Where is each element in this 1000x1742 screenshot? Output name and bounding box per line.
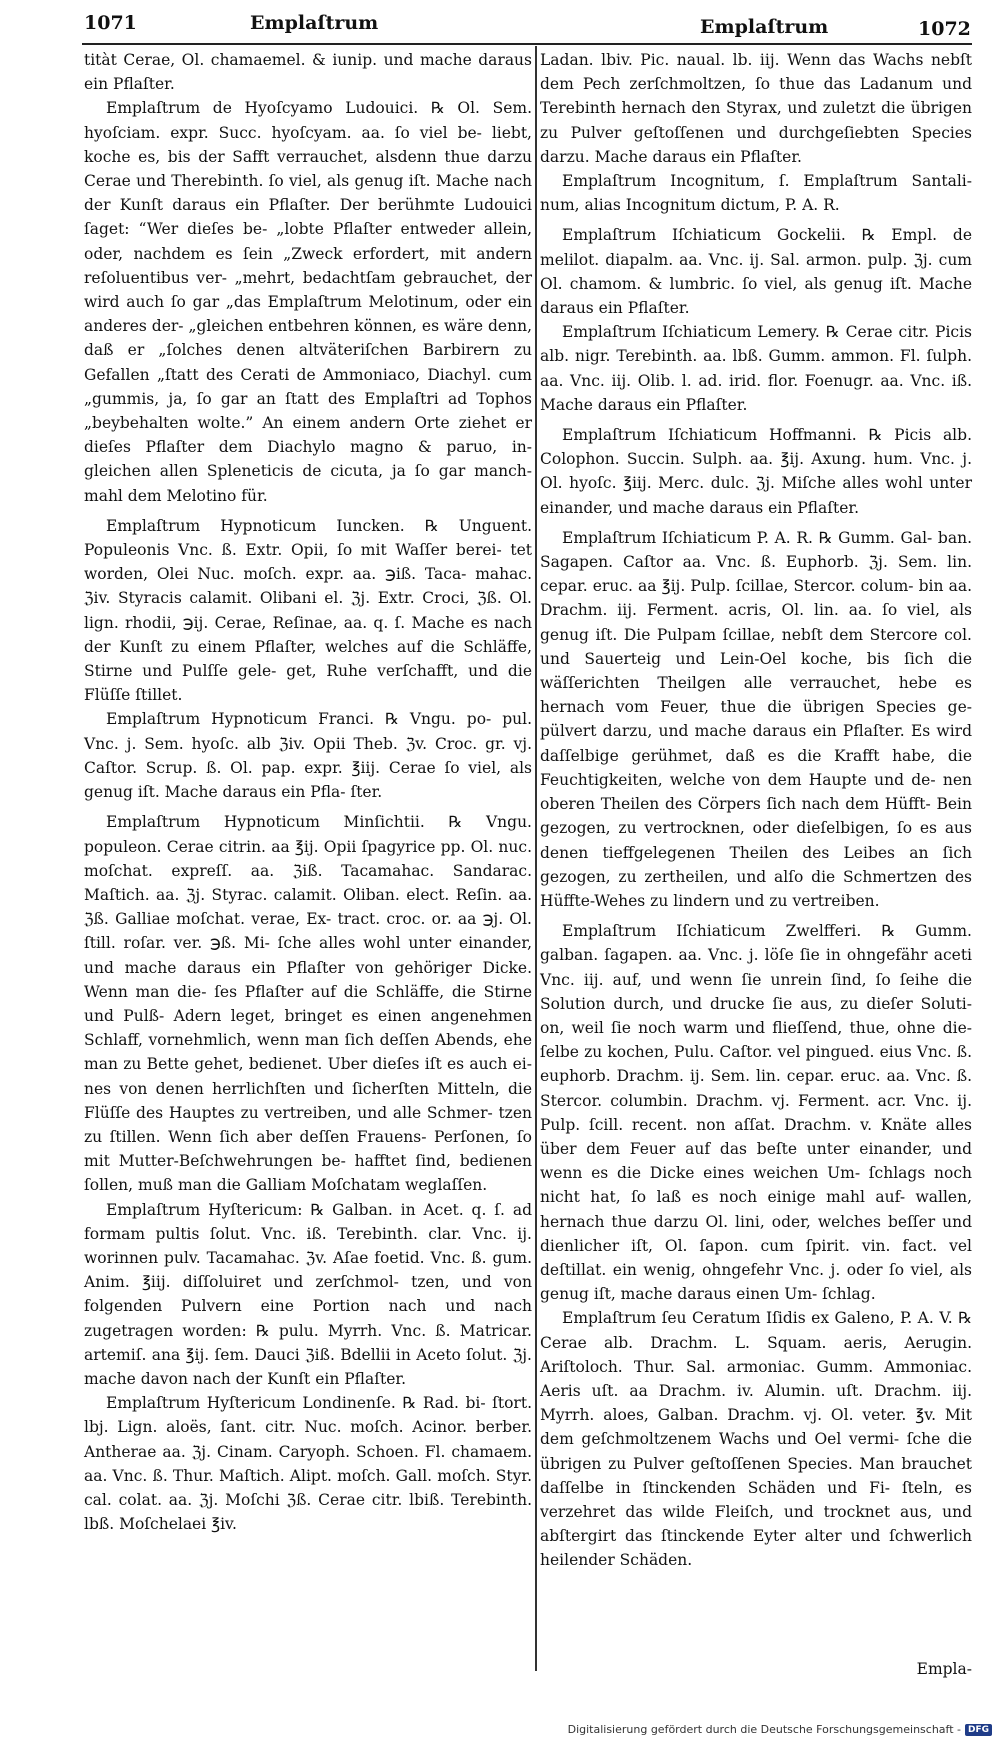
paragraph: Emplaſtrum Iſchiaticum Zwelfferi. ℞ Gumm. galban. ſagapen. aa. Vnc. j. löſe ſie in ohngefähr aceti Vnc. iij. auf, und wenn ſie unrein ſind, ſo ſeihe die Solution durch, und drucke ſie aus, zu dieſer Soluti- on, weil ſie noch warm und flieſſend, thue, ohne die- ſelbe zu kochen, Pulu. Caſtor. vel pingued. eius Vnc. ß. euphorb. Drachm. ij. Sem. lin. cepar. eruc. aa. Vnc. ß. Stercor. columbin. Drachm. vj. Ferment. acr. Vnc. ij. Pulp. ſcill. recent. non aſſat. Drachm. v. Knäte alles über dem Feuer auf das beſte unter einander, und wenn es die Dicke eines weichen Um- ſchlags noch nicht hat, ſo laß es noch einige mahl auf- wallen, hernach thue darzu Ol. lini, oder, welches beſſer und dienlicher iſt, Ol. ſapon. cum ſpirit. vin. fact. vel deſtillat. ein wenig, ohngefehr Vnc. j. oder ſo viel, als genug iſt, mache daraus einen Um- ſchlag. bbox=[540, 922, 972, 1304]
paragraph: Emplaſtrum ſeu Ceratum Iſidis ex Galeno, P. A. V. ℞ Cerae alb. Drachm. L. Squam. aeris, Aerugin. Ariſtoloch. Thur. Sal. armoniac. Gumm. Ammoniac. Aeris uſt. aa Drachm. iv. Alumin. uſt. Drachm. iij. Myrrh. aloes, Galban. Drachm. vj. Ol. veter. ℥v. Mit dem geſchmoltzenem Wachs und Oel vermi- ſche die übrigen zu Pulver geſtoſſenen Species. Man brauchet daſſelbe in ſtinckenden Schäden und Fi- ſteln, es verzehret das wilde Fleiſch, und trocknet aus, und abſtergirt das ſtinckende Eyter alter und ſchwerlich heilender Schäden. bbox=[540, 1309, 972, 1570]
paragraph: Emplaſtrum Hyſtericum: ℞ Galban. in Acet. q. ſ. ad formam pultis ſolut. Vnc. iß. Terebinth. clar. Vnc. ij. worinnen pulv. Tacamahac. ℨv. Aſae foetid. Vnc. ß. gum. Anim. ℥iij. diſſoluiret und zerſchmol- tzen, und von folgenden Pulvern eine Portion nach und nach zugetragen worden: ℞ pulu. Myrrh. Vnc. ß. Matricar. artemiſ. ana ℥ij. ſem. Dauci ℨiß. Bdellii in Aceto ſolut. ℨj. mache davon nach der Kunſt ein Pflaſter. bbox=[84, 1200, 532, 1388]
right-column bbox=[540, 48, 972, 1573]
left-column bbox=[84, 48, 532, 1536]
paragraph: Emplaſtrum Hyſtericum Londinenſe. ℞ Rad. bi- ſtort. lbj. Lign. aloës, ſant. citr. Nuc. moſch. Acinor. berber. Antherae aa. ℨj. Cinam. Caryoph. Schoen. Fl. chamaem. aa. Vnc. ß. Thur. Maſtich. Alipt. moſch. Gall. moſch. Styr. cal. colat. aa. ℨj. Moſchi ℨß. Cerae citr. lbiß. Terebinth. lbß. Moſchelaei ℥iv. bbox=[84, 1394, 532, 1534]
paragraph: Emplaſtrum Hypnoticum Franci. ℞ Vngu. po- pul. Vnc. j. Sem. hyoſc. alb ℨiv. Opii Theb. ℨv. Croc. gr. vj. Caſtor. Scrup. ß. Ol. pap. expr. ℥iij. Cerae ſo viel, als genug iſt. Mache daraus ein Pfla- ſter. bbox=[84, 710, 532, 802]
column-divider bbox=[535, 46, 537, 1671]
right-running-title: Emplaſtrum bbox=[700, 16, 829, 38]
header-rule bbox=[82, 43, 972, 45]
paragraph: Emplaſtrum Iſchiaticum Hoffmanni. ℞ Picis alb. Colophon. Succin. Sulph. aa. ℥ij. Axung. hum. Vnc. j. Ol. hyoſc. ℥iij. Merc. dulc. ℨj. Miſche alles wohl unter einander, und mache daraus ein Pflaſter. bbox=[540, 426, 972, 517]
paragraph: Emplaſtrum Iſchiaticum Lemery. ℞ Cerae citr. Picis alb. nigr. Terebinth. aa. lbß. Gumm. ammon. Fl. ſulph. aa. Vnc. iij. Olib. l. ad. irid. flor. Foenugr. aa. Vnc. iß. Mache daraus ein Pflaſter. bbox=[540, 323, 972, 414]
digitization-footer bbox=[568, 1723, 992, 1736]
paragraph: titàt Cerae, Ol. chamaemel. & iunip. und mache daraus ein Pflaſter. bbox=[84, 51, 532, 94]
right-page-number: 1072 bbox=[918, 18, 971, 40]
paragraph: Emplaſtrum de Hyoſcyamo Ludouici. ℞ Ol. Sem. hyoſciam. expr. Succ. hyoſcyam. aa. ſo viel be- liebt, koche es, bis der Safft verrauchet, alsdenn thue darzu Cerae und Therebinth. ſo viel, als genug iſt. Mache nach der Kunſt daraus ein Pflaſter. Der berühmte Ludouici ſaget: “Wer dieſes be- „lobte Pflaſter entweder allein, oder, nachdem es ſein „Zweck erfordert, mit andern reſoluentibus ver- „mehrt, bedachtſam gebrauchet, der wird auch ſo gar „das Emplaſtrum Melotinum, oder ein anderes der- „gleichen entbehren können, es wäre denn, daß er „ſolches denen altväteriſchen Barbirern zu Gefallen „ſtatt des Cerati de Ammoniaco, Diachyl. cum „gummis, ja, ſo gar an ſtatt des Emplaſtri ad Tophos „beybehalten wolte.” An einem andern Orte ziehet er dieſes Pflaſter dem Diachylo magno & paruo, in- gleichen allen Spleneticis de cicuta, ja ſo gar manch- mahl dem Melotino für. bbox=[84, 99, 532, 505]
paragraph: Ladan. lbiv. Pic. naual. lb. iij. Wenn das Wachs nebſt dem Pech zerſchmoltzen, ſo thue das Ladanum und Terebinth hernach den Styrax, und zuletzt die übrigen zu Pulver geſtoſſenen und durchgeſiebten Species darzu. Mache daraus ein Pflaſter. bbox=[540, 51, 972, 166]
paragraph: Emplaſtrum Incognitum, ſ. Emplaſtrum Santali- num, alias Incognitum dictum, P. A. R. bbox=[540, 172, 972, 215]
paragraph: Emplaſtrum Hypnoticum Iuncken. ℞ Unguent. Populeonis Vnc. ß. Extr. Opii, ſo mit Waſſer berei- tet worden, Olei Nuc. moſch. expr. aa. ℈iß. Taca- mahac. ℨiv. Styracis calamit. Olibani el. ℨj. Extr. Croci, ℨß. Ol. lign. rhodii, ℈ij. Cerae, Reſinae, aa. q. ſ. Mache es nach der Kunſt zu einem Pflaſter, welches auf die Schläffe, Stirne und Pulſſe gele- get, Ruhe verſchafft, und die Flüſſe ſtillet. bbox=[84, 516, 532, 705]
footer-text: Digitalisierung gefördert durch die Deutsche Forschungsgemeinschaft - bbox=[567, 1723, 961, 1736]
left-page-number: 1071 bbox=[84, 12, 137, 34]
left-running-title: Emplaſtrum bbox=[250, 12, 379, 34]
paragraph: Emplaſtrum Iſchiaticum P. A. R. ℞ Gumm. Gal- ban. Sagapen. Caſtor aa. Vnc. ß. Euphorb. ℨj. Sem. lin. cepar. eruc. aa ℥ij. Pulp. ſcillae, Stercor. colum- bin aa. Drachm. iij. Ferment. acris, Ol. lin. aa. ſo viel, als genug iſt. Die Pulpam ſcillae, nebſt dem Stercore col. und Sauerteig und Lein-Oel koche, bis ſich die wäſſerichten Theilgen alle verrauchet, hebe es hernach vom Feuer, thue die übrigen Species ge- pülvert darzu, und mache daraus ein Pflaſter. Es wird daſſelbige gerühmet, daß es die Krafft habe, die Feuchtigkeiten, welche von dem Haupte und de- nen oberen Theilen des Cörpers ſich nach dem Hüfft- Bein gezogen, zu vertrocknen, oder dieſelbigen, ſo es aus denen tieffgelegenen Theilen des Leibes an ſich gezogen, zu zertheilen, und alſo die Schmertzen des Hüffte-Wehes zu lindern und zu vertreiben. bbox=[540, 528, 972, 910]
paragraph: Emplaſtrum Iſchiaticum Gockelii. ℞ Empl. de melilot. diapalm. aa. Vnc. ij. Sal. armon. pulp. ℨj. cum Ol. chamom. & lumbric. ſo viel, als genug iſt. Mache daraus ein Pflaſter. bbox=[540, 226, 972, 318]
dfg-logo: DFG bbox=[965, 1724, 992, 1736]
paragraph: Emplaſtrum Hypnoticum Minſichtii. ℞ Vngu. populeon. Cerae citrin. aa ℥ij. Opii ſpagyrice pp. Ol. nuc. moſchat. expreſſ. aa. ℨiß. Tacamahac. Sandarac. Maſtich. aa. ℨj. Styrac. calamit. Oliban. elect. Reſin. aa. ℨß. Galliae moſchat. verae, Ex- tract. croc. or. aa ℈j. Ol. ſtill. roſar. ver. ℈ß. Mi- ſche alles wohl unter einander, und mache daraus ein Pflaſter von gehöriger Dicke. Wenn man die- ſes Pflaſter auf die Schläffe, die Stirne und Pulß- Adern leget, bringet es einen angenehmen Schlaff, vornehmlich, wenn man ſich deſſen Abends, ehe man zu Bette gehet, bedienet. Uber dieſes iſt es auch ei- nes von denen herrlichſten und ſicherſten Mitteln, die Flüſſe des Hauptes zu vertreiben, und alle Schmer- tzen zu ſtillen. Wenn ſich aber deſſen Frauens- Perſonen, ſo mit Mutter-Beſchwehrungen be- hafftet ſind, bedienen ſollen, muß man die Galliam Moſchatam weglaſſen. bbox=[84, 813, 532, 1195]
catchword: Empla- bbox=[916, 1660, 972, 1678]
